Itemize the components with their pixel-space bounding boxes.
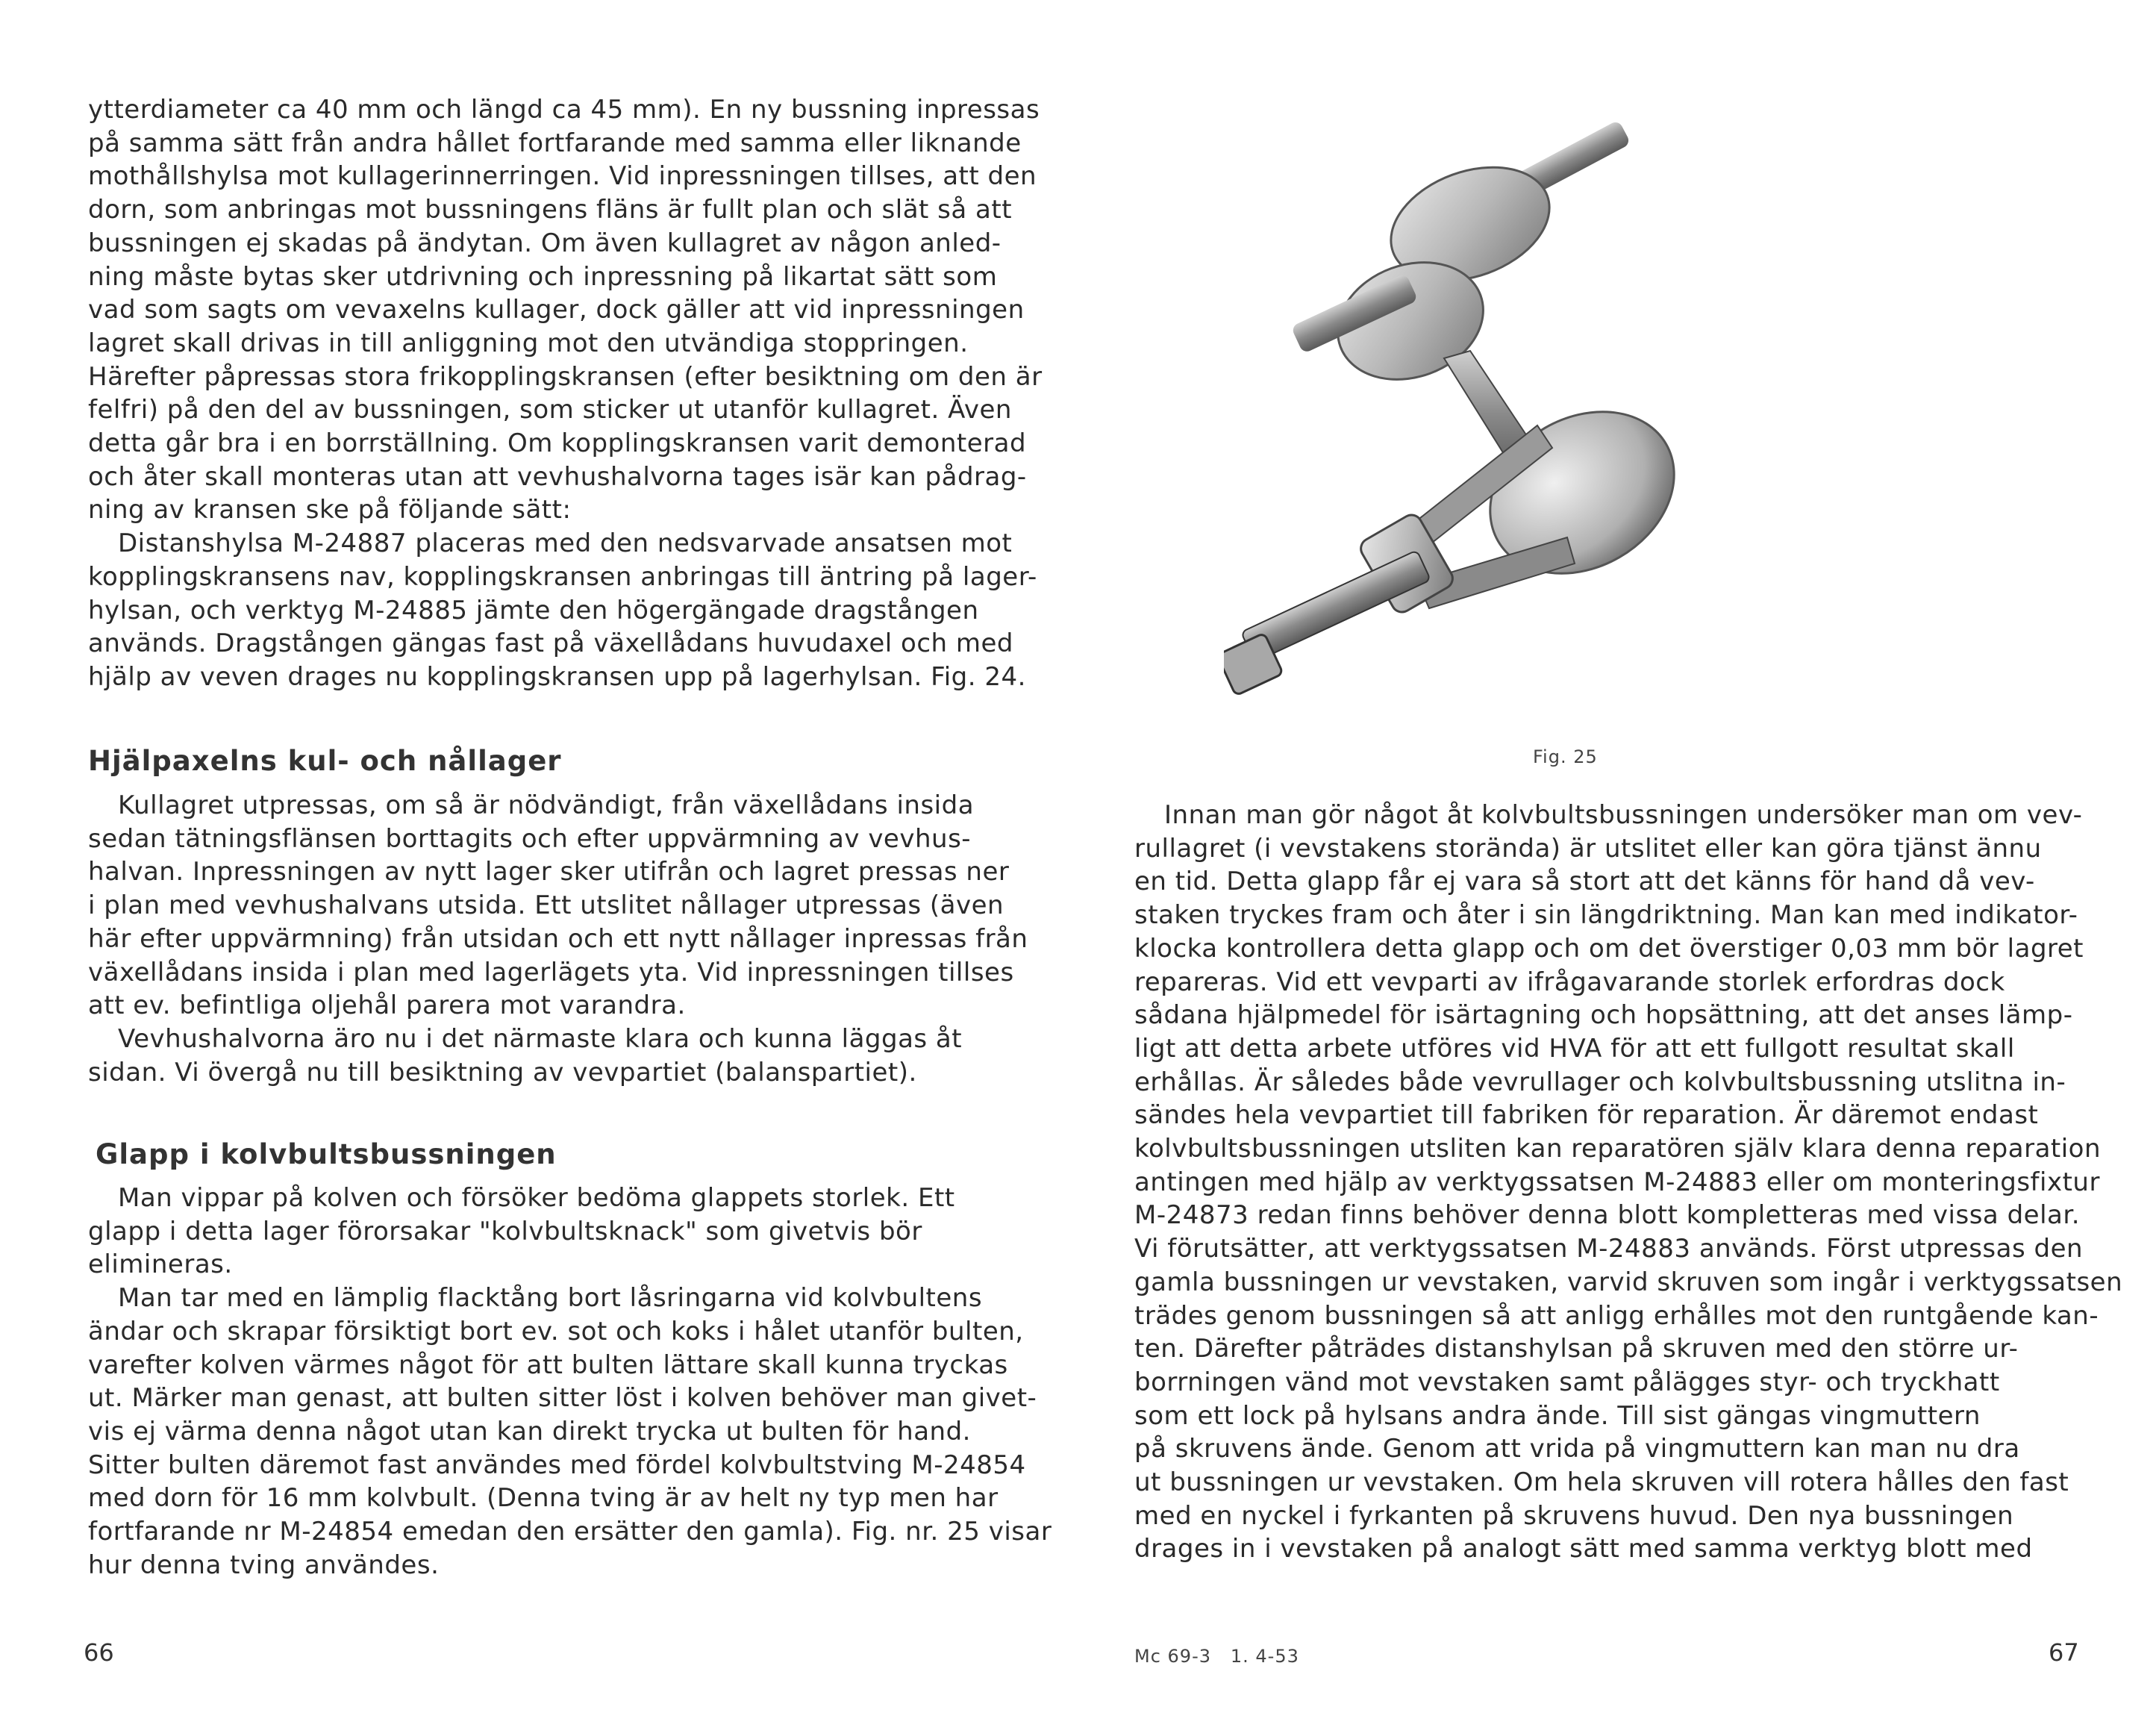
text-line: repareras. Vid ett vevparti av ifrågavarande storlek erfordras dock (1134, 967, 2005, 997)
text-line: felfri) på den del av bussningen, som sticker ut utanför kullagret. Även (88, 395, 1012, 425)
page-number: 67 (2049, 1638, 2079, 1667)
text-line: hur denna tving användes. (88, 1550, 440, 1580)
text-line: gamla bussningen ur vevstaken, varvid skruven som ingår i verktygssatsen (1134, 1267, 2123, 1297)
text-line: ändar och skrapar försiktigt bort ev. sot och koks i hålet utanför bulten, (88, 1316, 1024, 1347)
text-line: ut. Märker man genast, att bulten sitter löst i kolven behöver man givet- (88, 1383, 1037, 1414)
text-line: erhållas. Är således både vevrullager och kolvbultsbussning utslitna in- (1134, 1067, 2066, 1097)
text-line: sådana hjälpmedel för isärtagning och hopsättning, att det anses lämp- (1134, 1000, 2073, 1031)
text-line: Distanshylsa M-24887 placeras med den nedsvarvade ansatsen mot (118, 528, 1013, 559)
text-line: att ev. befintliga oljehål parera mot varandra. (88, 990, 686, 1021)
text-line: drages in i vevstaken på analogt sätt med samma verktyg blott med (1134, 1534, 2033, 1564)
text-line: på samma sätt från andra hållet fortfarande med samma eller liknande (88, 128, 1022, 158)
text-line: ning måste bytas sker utdrivning och inpressning på likartat sätt som (88, 261, 998, 292)
paragraph-auxiliary-shaft (88, 789, 1028, 1089)
text-line: Härefter påpressas stora frikopplingskransen (efter besiktning om den är (88, 361, 1043, 392)
right-page (1075, 0, 2156, 1710)
text-line: sidan. Vi övergå nu till besiktning av vevpartiet (balanspartiet). (88, 1057, 917, 1088)
text-line: sedan tätningsflänsen borttagits och efter uppvärmning av vevhus- (88, 823, 972, 854)
text-line: trädes genom bussningen så att anligg erhålles mot den runtgående kan- (1134, 1300, 2099, 1331)
crankshaft-figure (1224, 75, 1687, 724)
text-line: hjälp av veven drages nu kopplingskransen upp på lagerhylsan. Fig. 24. (88, 661, 1026, 692)
text-line: ten. Därefter påträdes distanshylsan på skruven med den större ur- (1134, 1334, 2019, 1364)
text-line: dorn, som anbringas mot bussningens fläns är fullt plan och slät så att (88, 195, 1013, 225)
text-line: bussningen ej skadas på ändytan. Om även kullagret av någon anled- (88, 228, 1002, 258)
text-line: ut bussningen ur vevstaken. Om hela skruven vill rotera hålles den fast (1134, 1467, 2069, 1498)
text-line: staken tryckes fram och åter i sin längdriktning. Man kan med indikator- (1134, 900, 2078, 931)
document-code: Mc 69-3 1. 4-53 (1134, 1646, 1299, 1667)
text-line: M-24873 redan finns behöver denna blott kompletteras med vissa delar. (1134, 1200, 2081, 1231)
text-line: med dorn för 16 mm kolvbult. (Denna tving är av helt ny typ men har (88, 1483, 999, 1514)
text-line: används. Dragstången gängas fast på växellådans huvudaxel och med (88, 628, 1014, 659)
text-line: växellådans insida i plan med lagerlägets yta. Vid inpressningen tillses (88, 957, 1014, 987)
section-heading: Hjälpaxelns kul- och nållager (88, 745, 562, 777)
text-line: här efter uppvärmning) från utsidan och ett nytt nållager inpressas från (88, 923, 1028, 954)
text-line: vis ej värma denna något utan kan direkt trycka ut bulten för hand. (88, 1416, 971, 1447)
text-line: kopplingskransens nav, kopplingskransen anbringas till äntring på lager- (88, 561, 1037, 592)
text-line: antingen med hjälp av verktygssatsen M-24883 eller om monteringsfixtur (1134, 1167, 2100, 1197)
figure-caption: Fig. 25 (1533, 746, 1598, 767)
text-line: sändes hela vevpartiet till fabriken för reparation. Är däremot endast (1134, 1100, 2039, 1131)
text-line: med en nyckel i fyrkanten på skruvens huvud. Den nya bussningen (1134, 1500, 2014, 1531)
text-line: ning av kransen ske på följande sätt: (88, 495, 572, 525)
text-line: vad som sagts om vevaxelns kullager, dock gäller att vid inpressningen (88, 295, 1025, 325)
left-page (0, 0, 1075, 1710)
text-line: en tid. Detta glapp får ej vara så stort att det känns för hand då vev- (1134, 867, 2035, 897)
text-line: Vevhushalvorna äro nu i det närmaste klara och kunna läggas åt (118, 1023, 963, 1054)
text-line: lagret skall drivas in till anliggning mot den utvändiga stoppringen. (88, 328, 969, 358)
text-line: hylsan, och verktyg M-24885 jämte den högergängade dragstången (88, 595, 979, 625)
text-line: Man tar med en lämplig flacktång bort låsringarna vid kolvbultens (118, 1283, 983, 1314)
text-line: Innan man gör något åt kolvbultsbussningen undersöker man om vev- (1164, 800, 2083, 830)
text-line: Kullagret utpressas, om så är nödvändigt, från växellådans insida (118, 790, 975, 820)
text-line: som ett lock på hylsans andra ände. Till sist gängas vingmuttern (1134, 1400, 1981, 1431)
text-line: på skruvens ände. Genom att vrida på vingmuttern kan man nu dra (1134, 1434, 2020, 1464)
text-line: detta går bra i en borrställning. Om kopplingskransen varit demonterad (88, 428, 1027, 459)
text-line: fortfarande nr M-24854 emedan den ersätter den gamla). Fig. nr. 25 visar (88, 1517, 1052, 1547)
text-line: halvan. Inpressningen av nytt lager sker utifrån och lagret pressas ner (88, 857, 1010, 887)
paragraph-intro (88, 93, 1043, 694)
text-line: rullagret (i vevstakens storända) är utslitet eller kan göra tjänst ännu (1134, 833, 2042, 864)
text-line: klocka kontrollera detta glapp och om det överstiger 0,03 mm bör lagret (1134, 933, 2084, 964)
text-line: ytterdiameter ca 40 mm och längd ca 45 mm). En ny bussning inpressas (88, 95, 1040, 125)
paragraph-connecting-rod (1134, 799, 2123, 1566)
text-line: varefter kolven värmes något för att bulten lättare skall kunna tryckas (88, 1349, 1008, 1380)
text-line: elimineras. (88, 1249, 233, 1280)
text-line: Sitter bulten däremot fast användes med fördel kolvbultstving M-24854 (88, 1450, 1026, 1480)
paragraph-piston-pin (88, 1182, 1052, 1582)
text-line: glapp i detta lager förorsakar "kolvbultsknack" som givetvis bör (88, 1216, 922, 1246)
section-heading: Glapp i kolvbultsbussningen (96, 1138, 557, 1170)
text-line: och åter skall monteras utan att vevhushalvorna tages isär kan pådrag- (88, 461, 1027, 492)
text-line: kolvbultsbussningen utsliten kan reparatören själv klara denna reparation (1134, 1134, 2102, 1164)
text-line: ligt att detta arbete utföres vid HVA för att ett fullgott resultat skall (1134, 1033, 2015, 1064)
text-line: mothållshylsa mot kullagerinnerringen. Vid inpressningen tillses, att den (88, 161, 1037, 192)
page-number: 66 (84, 1638, 114, 1667)
text-line: Vi förutsätter, att verktygssatsen M-24883 används. Först utpressas den (1134, 1234, 2084, 1264)
text-line: Man vippar på kolven och försöker bedöma glappets storlek. Ett (118, 1183, 955, 1213)
text-line: i plan med vevhushalvans utsida. Ett utslitet nållager utpressas (även (88, 890, 1004, 921)
text-line: borrningen vänd mot vevstaken samt pålägges styr- och tryckhatt (1134, 1367, 2000, 1397)
